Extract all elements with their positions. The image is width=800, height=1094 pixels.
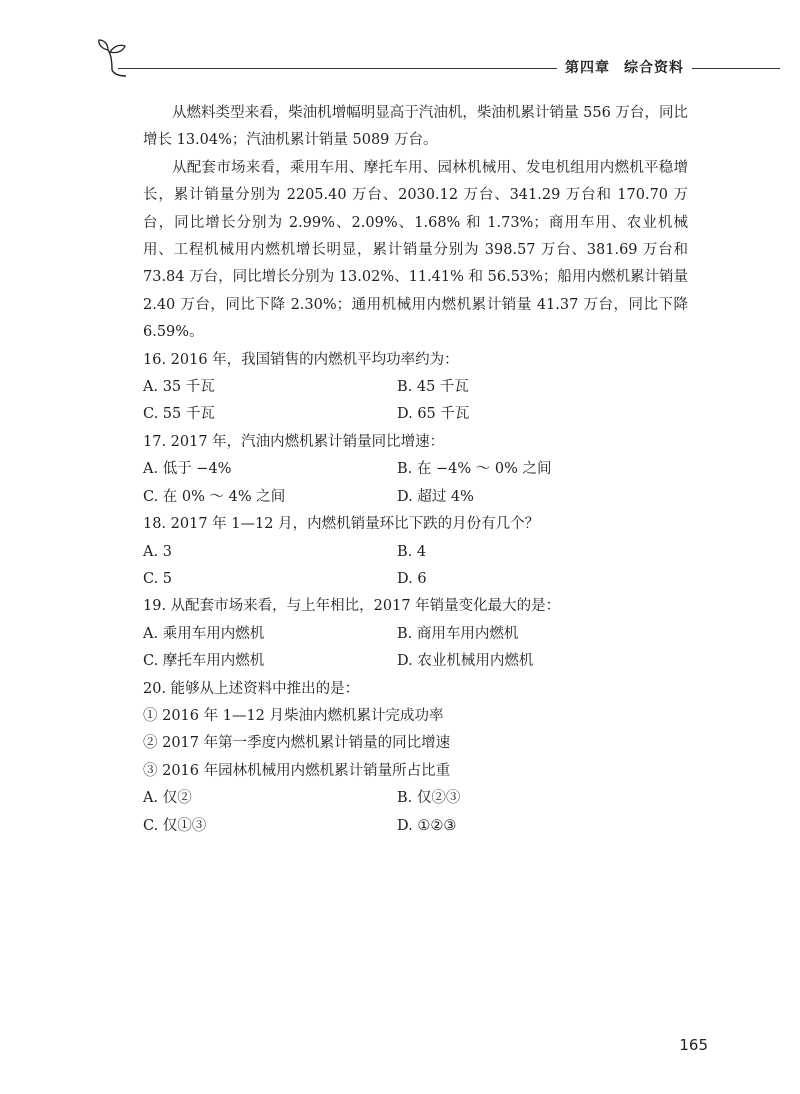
page-header [96, 38, 780, 78]
option-a: A. 仅② [143, 790, 192, 807]
question-17-stem: 17. 2017 年，汽油内燃机累计销量同比增速： [143, 433, 445, 450]
chapter-number: 第四章 [565, 60, 610, 76]
option-b: B. 在 −4% ～ 0% 之间 [397, 461, 552, 478]
paragraph-fuel-type: 从燃料类型来看，柴油机增幅明显高于汽油机，柴油机累计销量 556 万台，同比增长 13.04%；汽油机累计销量 5089 万台。 [143, 105, 688, 149]
option-c: C. 仅①③ [143, 817, 207, 834]
option-a: A. 低于 −4% [143, 461, 232, 478]
option-b: B. 45 千瓦 [397, 379, 469, 396]
option-c: C. 在 0% ～ 4% 之间 [143, 488, 286, 505]
option-d: D. 超过 4% [397, 488, 474, 505]
statement-2: ② 2017 年第一季度内燃机累计销量的同比增速 [143, 735, 451, 752]
question-19-options-row-2 [143, 648, 688, 675]
sprout-icon [96, 38, 130, 78]
option-a: A. 3 [143, 543, 172, 560]
option-b: B. 4 [397, 543, 427, 560]
question-16-options-row-2 [143, 401, 688, 428]
option-d: D. 农业机械用内燃机 [397, 653, 534, 670]
question-19-stem: 19. 从配套市场来看，与上年相比，2017 年销量变化最大的是： [143, 598, 561, 615]
option-c: C. 摩托车用内燃机 [143, 653, 265, 670]
question-18-stem: 18. 2017 年 1—12 月，内燃机销量环比下跌的月份有几个？ [143, 516, 540, 533]
option-d: D. 65 千瓦 [397, 406, 470, 423]
question-18-options-row-2 [143, 566, 688, 593]
option-a: A. 乘用车用内燃机 [143, 625, 265, 642]
option-d: D. ①②③ [397, 817, 457, 834]
option-c: C. 55 千瓦 [143, 406, 215, 423]
question-17-options-row-1 [143, 456, 688, 483]
page-body [143, 100, 688, 840]
question-17-options-row-2 [143, 484, 688, 511]
option-b: B. 仅②③ [397, 790, 461, 807]
option-d: D. 6 [397, 570, 427, 587]
question-16-stem: 16. 2016 年，我国销售的内燃机平均功率约为： [143, 351, 459, 368]
paragraph-market: 从配套市场来看，乘用车用、摩托车用、园林机械用、发电机组用内燃机平稳增长，累计销量分别为 2205.40 万台、2030.12 万台、341.29 万台和 170.70 万台，同比增长分别为 2.99%、2.09%、1.68% 和 1.73%；商用车用、农业机械用、工程机械用内燃机增长明显，累计销量分别为 398.57 万台、381.69 万台和 73.84 万台，同比增长分别为 13.02%、11.41% 和 56.53%；船用内燃机累计销量 2.40 万台，同比下降 2.30%；通用机械用内燃机累计销量 41.37 万台，同比下降 6.59%。 [143, 159, 688, 341]
question-16-options-row-1 [143, 374, 688, 401]
question-20-options-row-1 [143, 785, 688, 812]
question-20-stem: 20. 能够从上述资料中推出的是： [143, 680, 360, 697]
statement-3: ③ 2016 年园林机械用内燃机累计销量所占比重 [143, 762, 451, 779]
chapter-title [557, 57, 692, 77]
statement-1: ① 2016 年 1—12 月柴油内燃机累计完成功率 [143, 707, 444, 724]
question-18-options-row-1 [143, 539, 688, 566]
option-a: A. 35 千瓦 [143, 379, 215, 396]
question-20-options-row-2 [143, 813, 688, 840]
page-number: 165 [679, 1036, 708, 1054]
option-c: C. 5 [143, 570, 173, 587]
option-b: B. 商用车用内燃机 [397, 625, 519, 642]
section-title: 综合资料 [624, 60, 684, 76]
question-19-options-row-1 [143, 621, 688, 648]
